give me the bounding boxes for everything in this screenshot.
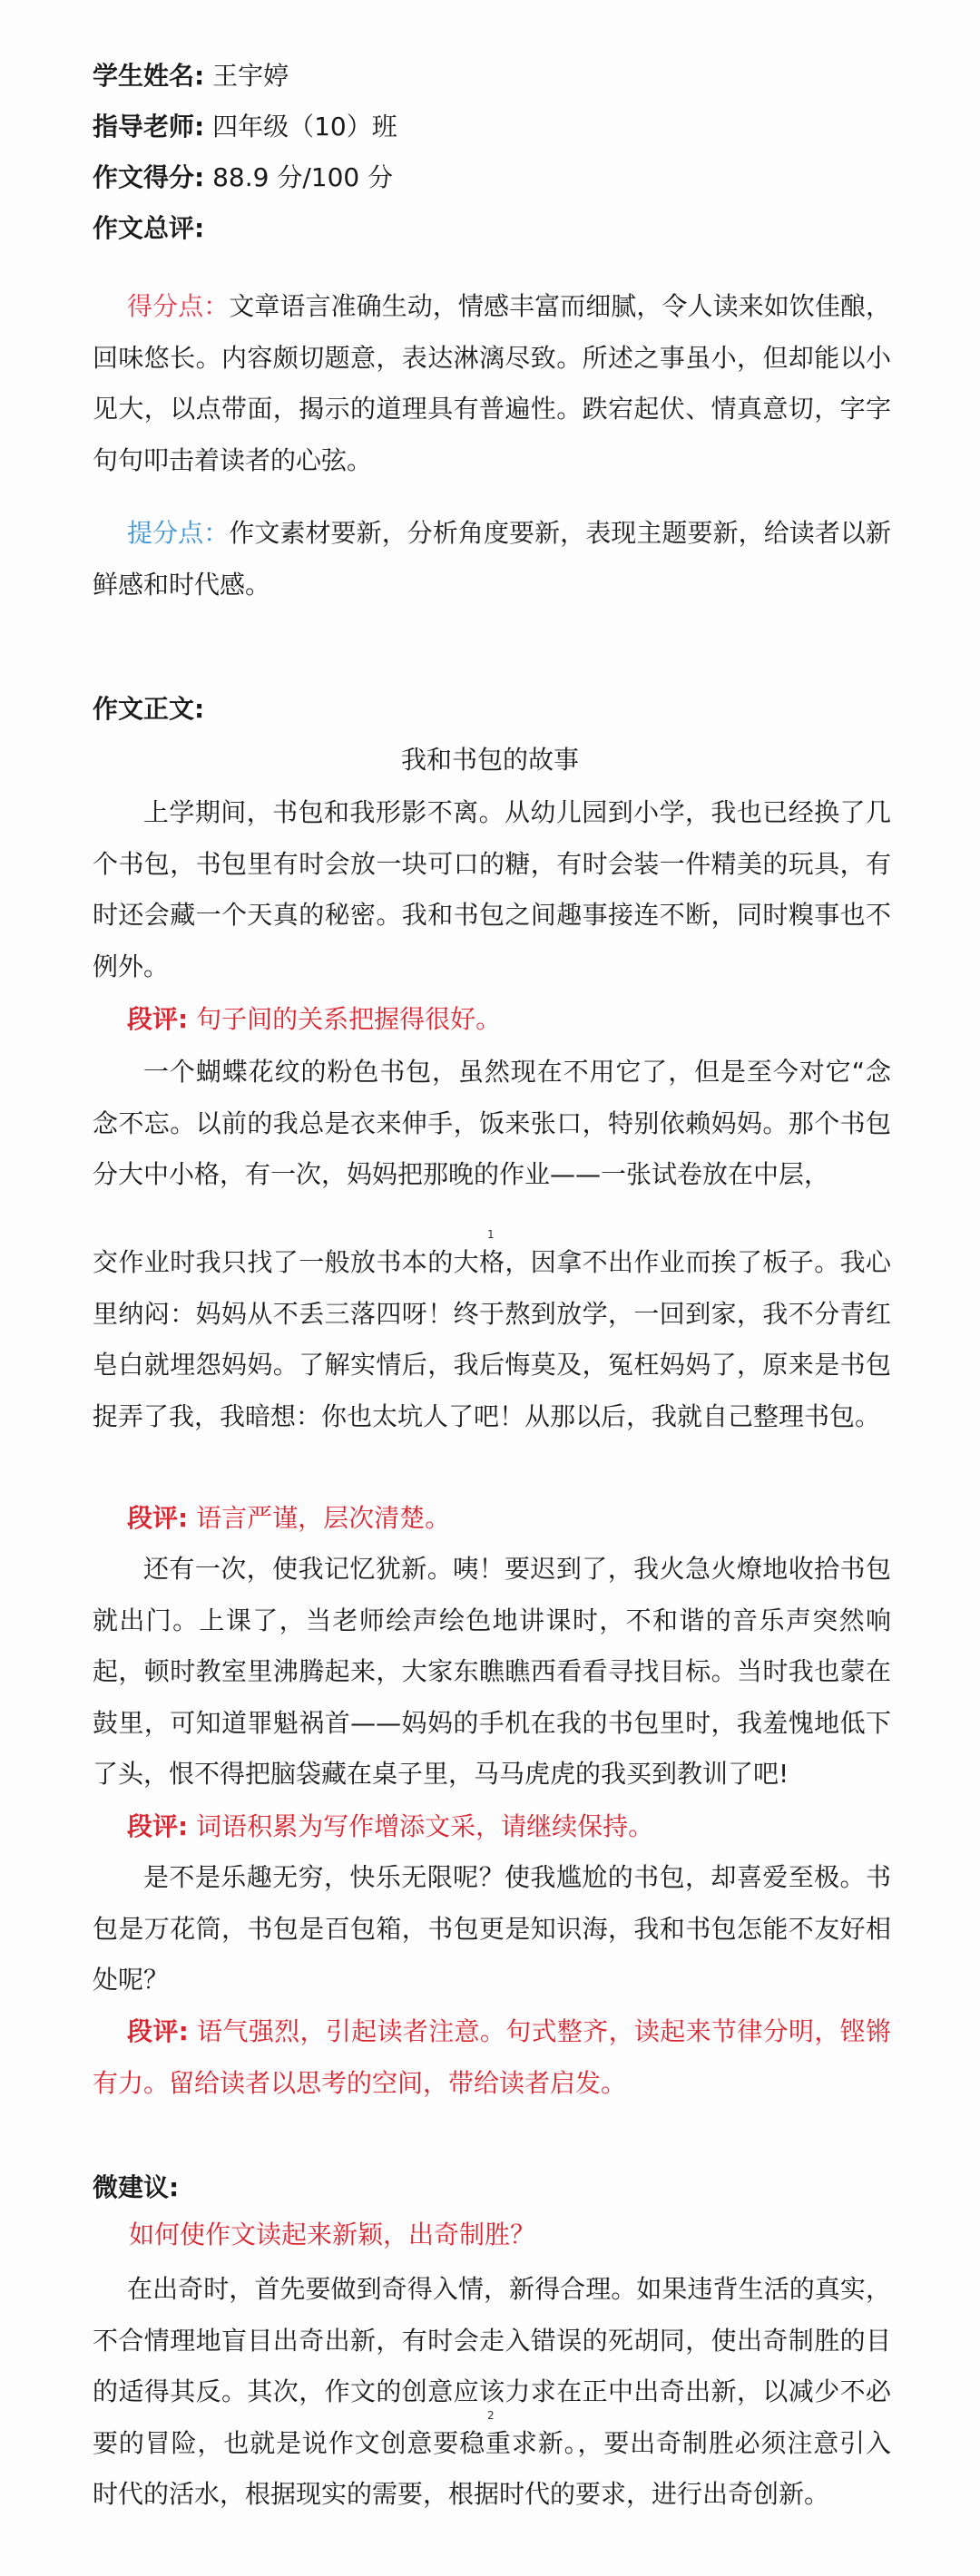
comment-label-2: 段评:	[127, 1503, 189, 1533]
score-line	[93, 160, 393, 196]
improve-label: 提分点：	[127, 518, 230, 548]
merit-paragraph	[93, 281, 891, 486]
comment-label-3: 段评:	[127, 1811, 189, 1841]
teacher-label: 指导老师:	[93, 112, 205, 141]
advice-heading: 微建议:	[93, 2172, 180, 2202]
essay-paragraph-3: 还有一次，使我记忆犹新。咦！要迟到了，我火急火燎地收拾书包就出门。上课了，当老师绘声绘色地讲课时，不和谐的音乐声突然响起，顿时教室里沸腾起来，大家东瞧瞧西看看寻找目标。当时我也蒙在鼓里，可知道罪魁祸首——妈妈的手机在我的书包里时，我羞愧地低下了头，恨不得把脑袋藏在桌子里，马马虎虎的我买到教训了吧!	[93, 1554, 891, 1789]
improve-paragraph	[93, 508, 891, 610]
advice-question: 如何使作文读起来新颖，出奇制胜？	[129, 2220, 536, 2249]
paragraph-comment-3	[93, 1801, 891, 1853]
paragraph-comment-4	[93, 2006, 891, 2109]
student-name-label: 学生姓名:	[93, 61, 205, 91]
comment-text-4: 语气强烈，引起读者注意。句式整齐，读起来节律分明，铿锵有力。留给读者以思考的空间，带给读者启发。	[93, 2016, 891, 2098]
advice-paragraph: 在出奇时，首先要做到奇得入情，新得合理。如果违背生活的真实，不合情理地盲目出奇出新，有时会走入错误的死胡同，使出奇制胜的目的适得其反。其次，作文的创意应该力求在正中出奇出新，以减少不必要的冒险，也就是说作文创意要稳重求新。，要出奇制胜必须注意引入时代的活水，根据现实的需要，根据时代的要求，进行出奇创新。	[93, 2274, 891, 2509]
merit-label: 得分点：	[127, 291, 230, 321]
page-number-2: 2	[487, 2409, 495, 2422]
essay-paragraph-2b: 交作业时我只找了一般放书本的大格，因拿不出作业而挨了板子。我心里纳闷：妈妈从不丢三落四呀！终于熬到放学，一回到家，我不分青红皂白就埋怨妈妈。了解实情后，我后悔莫及，冤枉妈妈了，原来是书包捉弄了我，我暗想：你也太坑人了吧！从那以后，我就自己整理书包。	[93, 1247, 891, 1431]
comment-label-4: 段评:	[127, 2016, 189, 2046]
page-number-1: 1	[487, 1228, 495, 1241]
teacher-value: 四年级（10）班	[212, 112, 397, 141]
student-name-line	[93, 58, 289, 94]
paragraph-comment-1	[93, 994, 891, 1046]
essay-paragraph-1: 上学期间，书包和我形影不离。从幼儿园到小学，我也已经换了几个书包，书包里有时会放一块可口的糖，有时会装一件精美的玩具，有时还会藏一个天真的秘密。我和书包之间趣事接连不断，同时糗事也不例外。	[93, 797, 891, 981]
improve-text: 作文素材要新，分析角度要新，表现主题要新，给读者以新鲜感和时代感。	[93, 518, 891, 600]
score-value: 88.9 分/100 分	[212, 162, 394, 192]
essay-paragraph-4: 是不是乐趣无穷，快乐无限呢？使我尴尬的书包，却喜爱至极。书包是万花筒，书包是百包箱，书包更是知识海，我和书包怎能不友好相处呢？	[93, 1862, 891, 1995]
comment-text-1: 句子间的关系把握得很好。	[196, 1004, 502, 1034]
essay-paragraph-2a: 一个蝴蝶花纹的粉色书包，虽然现在不用它了，但是至今对它“念念不忘。以前的我总是衣来伸手，饭来张口，特别依赖妈妈。那个书包分大中小格，有一次，妈妈把那晚的作业——一张试卷放在中层，	[93, 1057, 891, 1189]
review-heading: 作文总评:	[93, 213, 205, 243]
comment-label-1: 段评:	[127, 1004, 189, 1034]
paragraph-comment-2	[93, 1493, 891, 1545]
comment-text-3: 词语积累为写作增添文采，请继续保持。	[196, 1811, 654, 1841]
student-name-value: 王宇婷	[212, 61, 289, 91]
essay-heading: 作文正文:	[93, 694, 205, 724]
comment-text-2: 语言严谨，层次清楚。	[196, 1503, 451, 1533]
score-label: 作文得分:	[93, 162, 205, 192]
essay-title: 我和书包的故事	[400, 745, 579, 775]
merit-text: 文章语言准确生动，情感丰富而细腻，令人读来如饮佳酿，回味悠长。内容颇切题意，表达淋漓尽致。所述之事虽小，但却能以小见大，以点带面，揭示的道理具有普遍性。跌宕起伏、情真意切，字字句句叩击着读者的心弦。	[93, 291, 891, 475]
teacher-line	[93, 109, 397, 145]
